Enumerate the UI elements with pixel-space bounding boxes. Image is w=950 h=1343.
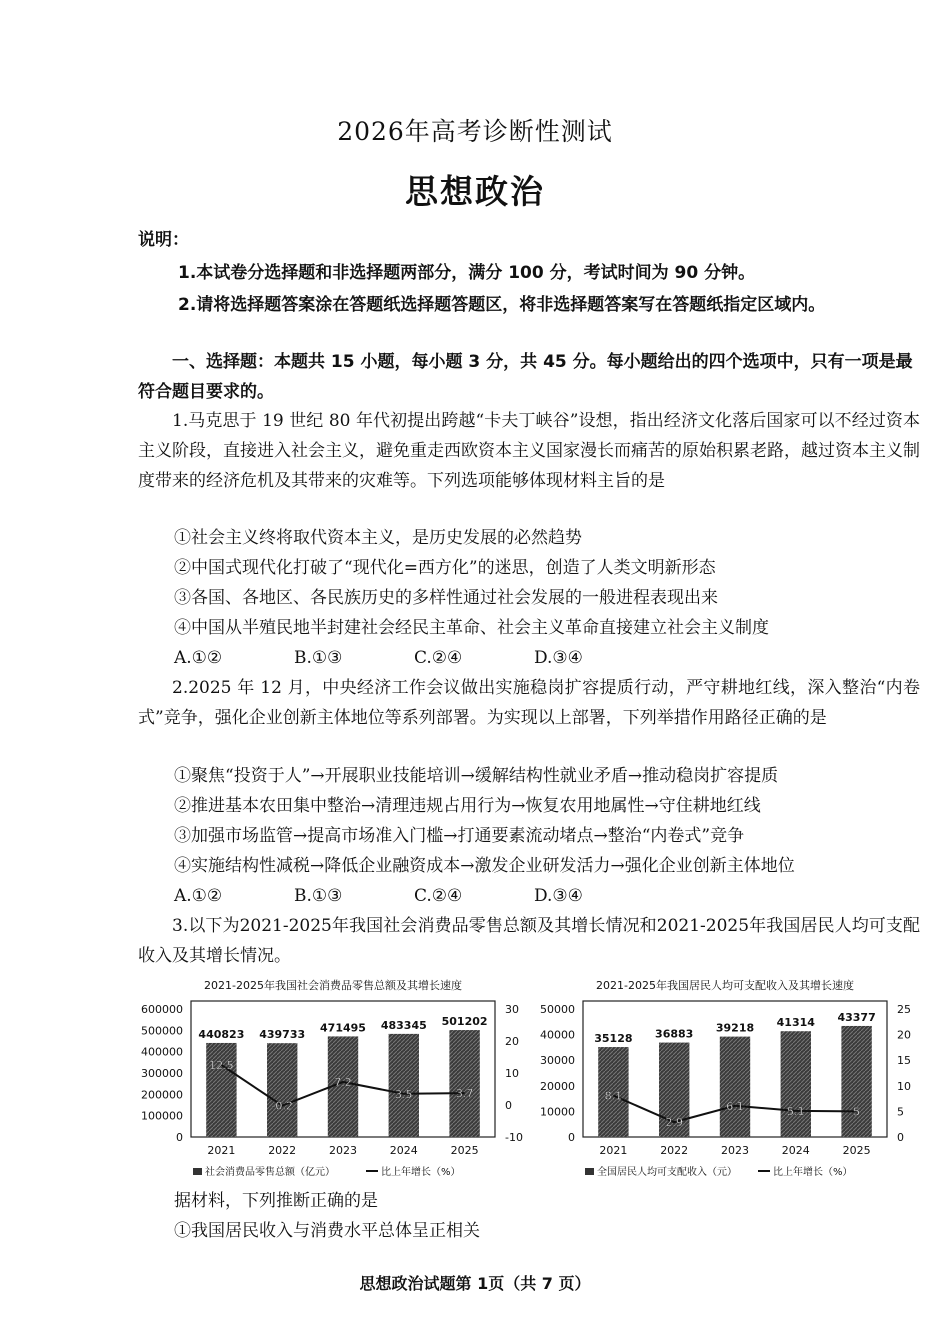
note-item-2: 2.请将选择题答案涂在答题纸选择题答题区，将非选择题答案写在答题纸指定区域内。: [178, 295, 826, 315]
question-2-stem: 2.2025 年 12 月，中央经济工作会议做出实施稳岗扩容提质行动，严守耕地红线，深入整治“内卷式”竞争，强化企业创新主体地位等系列部署。为实现以上部署，下列举措作用路径正确的是: [138, 678, 920, 728]
x-tick-label: 2025: [450, 1144, 479, 1157]
right-axis-tick-label: 20: [897, 1028, 911, 1042]
legend-bar-label: 社会消费品零售总额（亿元）: [205, 1167, 335, 1178]
right-axis-tick-label: 0: [897, 1131, 904, 1144]
bar: [206, 1043, 236, 1137]
question-3-option-1: ①我国居民收入与消费水平总体呈正相关: [174, 1221, 480, 1241]
left-axis-tick-label: 50000: [540, 1003, 575, 1016]
x-tick-label: 2021: [207, 1144, 236, 1157]
bar-value-label: 35128: [594, 1032, 633, 1046]
bar-value-label: 501202: [441, 1015, 488, 1029]
bar-value-label: 36883: [655, 1027, 694, 1041]
question-2-choices: [174, 881, 654, 911]
choice-b: B.①③: [294, 648, 343, 668]
x-tick-label: 2024: [389, 1144, 418, 1157]
left-axis-tick-label: 200000: [141, 1088, 183, 1102]
x-tick-label: 2022: [268, 1144, 297, 1157]
bar-value-label: 39218: [715, 1021, 755, 1035]
bar: [449, 1030, 479, 1137]
line-value-label: 6.1: [726, 1099, 744, 1113]
line-value-label: 5: [853, 1105, 861, 1119]
choice-b: B.①③: [294, 886, 343, 906]
note-item-1: 1.本试卷分选择题和非选择题两部分，满分 100 分，考试时间为 90 分钟。: [178, 263, 756, 283]
choice-c: C.②④: [414, 886, 463, 906]
subject-title: 思想政治: [405, 172, 545, 211]
line-value-label: 8.1: [604, 1089, 623, 1103]
left-axis-tick-label: 600000: [141, 1003, 183, 1016]
bar: [389, 1034, 419, 1137]
bar-value-label: 483345: [380, 1018, 427, 1032]
bar-value-label: 41314: [776, 1016, 815, 1030]
income-chart: [525, 975, 925, 1185]
line-value-label: 7.2: [334, 1075, 352, 1089]
line-value-label: 2.9: [665, 1116, 683, 1130]
line-value-label: -0.2: [271, 1099, 293, 1113]
question-1-option-1: ①社会主义终将取代资本主义，是历史发展的必然趋势: [174, 528, 582, 548]
right-axis-tick-label: 20: [505, 1035, 519, 1048]
left-axis-tick-label: 10000: [540, 1105, 575, 1119]
x-tick-label: 2023: [329, 1144, 357, 1157]
left-axis-tick-label: 20000: [540, 1079, 575, 1093]
left-axis-tick-label: 30000: [540, 1054, 575, 1068]
bar-value-label: 439733: [259, 1028, 306, 1042]
chart-title: 2021-2025年我国居民人均可支配收入及其增长速度: [596, 979, 854, 992]
question-3-stem: 3.以下为2021-2025年我国社会消费品零售总额及其增长情况和2021-2025年我国居民人均可支配收入及其增长情况。: [138, 916, 920, 966]
question-1-stem: 1.马克思于 19 世纪 80 年代初提出跨越“卡夫丁峡谷”设想，指出经济文化落后国家可以不经过资本主义阶段，直接进入社会主义，避免重走西欧资本主义国家漫长而痛苦的原始积累老路，越过资本主义制度带来的经济危机及其带来的灾难等。下列选项能够体现材料主旨的是: [138, 411, 920, 491]
legend-bar-swatch: [585, 1168, 594, 1175]
right-axis-tick-label: 30: [505, 1003, 519, 1016]
legend-line-label: 比上年增长（%）: [773, 1167, 853, 1178]
page-footer: 思想政治试题第 1页（共 7 页）: [359, 1274, 591, 1293]
legend-bar-swatch: [193, 1168, 202, 1175]
bar: [781, 1031, 811, 1137]
question-2-option-3: ③加强市场监管→提高市场准入门槛→打通要素流动堵点→整治“内卷式”竞争: [174, 826, 745, 846]
right-axis-tick-label: -10: [505, 1131, 523, 1144]
bar: [267, 1043, 297, 1137]
retail-sales-chart: [133, 975, 533, 1185]
x-tick-label: 2022: [660, 1144, 689, 1157]
right-axis-tick-label: 5: [897, 1105, 904, 1119]
left-axis-tick-label: 0: [568, 1131, 575, 1144]
question-2-option-2: ②推进基本农田集中整治→清理违规占用行为→恢复农用地属性→守住耕地红线: [174, 796, 761, 816]
right-axis-tick-label: 25: [897, 1003, 911, 1016]
line-value-label: 3.5: [395, 1087, 413, 1101]
left-axis-tick-label: 400000: [141, 1045, 183, 1059]
right-axis-tick-label: 10: [505, 1067, 519, 1080]
x-tick-label: 2024: [781, 1144, 810, 1157]
exam-title: 2026年高考诊断性测试: [337, 117, 613, 146]
bar: [841, 1026, 871, 1137]
right-axis-tick-label: 0: [505, 1099, 512, 1112]
question-1-choices: [174, 643, 654, 673]
choice-c: C.②④: [414, 648, 463, 668]
x-tick-label: 2023: [721, 1144, 749, 1157]
choice-a: A.①②: [174, 648, 223, 668]
question-1-option-2: ②中国式现代化打破了“现代化=西方化”的迷思，创造了人类文明新形态: [174, 558, 716, 578]
bar-value-label: 471495: [320, 1021, 366, 1035]
question-3-prompt: 据材料，下列推断正确的是: [174, 1191, 378, 1211]
line-value-label: 3.7: [455, 1087, 474, 1101]
bar-value-label: 43377: [837, 1010, 876, 1024]
legend-line-label: 比上年增长（%）: [381, 1167, 461, 1178]
notes-label: 说明：: [138, 230, 189, 250]
choice-d: D.③④: [534, 886, 583, 906]
question-2-option-4: ④实施结构性减税→降低企业融资成本→激发企业研发活力→强化企业创新主体地位: [174, 856, 795, 876]
bar-value-label: 440823: [198, 1027, 245, 1041]
left-axis-tick-label: 0: [176, 1131, 183, 1144]
line-value-label: 12.5: [209, 1059, 234, 1072]
right-axis-tick-label: 10: [897, 1079, 911, 1093]
legend-bar-label: 全国居民人均可支配收入（元）: [597, 1167, 737, 1178]
x-tick-label: 2025: [842, 1144, 871, 1157]
left-axis-tick-label: 40000: [540, 1028, 575, 1042]
bar: [720, 1037, 750, 1137]
choice-d: D.③④: [534, 648, 583, 668]
left-axis-tick-label: 500000: [141, 1024, 183, 1038]
x-tick-label: 2021: [599, 1144, 628, 1157]
line-value-label: 5.1: [787, 1104, 805, 1118]
question-1-option-3: ③各国、各地区、各民族历史的多样性通过社会发展的一般进程表现出来: [174, 588, 718, 608]
left-axis-tick-label: 300000: [141, 1067, 183, 1080]
section-heading: 一、选择题：本题共 15 小题，每小题 3 分，共 45 分。每小题给出的四个选项中，只有一项是最符合题目要求的。: [138, 352, 913, 402]
question-2-option-1: ①聚焦“投资于人”→开展职业技能培训→缓解结构性就业矛盾→推动稳岗扩容提质: [174, 766, 779, 786]
choice-a: A.①②: [174, 886, 223, 906]
chart-title: 2021-2025年我国社会消费品零售总额及其增长速度: [204, 979, 462, 992]
question-1-option-4: ④中国从半殖民地半封建社会经民主革命、社会主义革命直接建立社会主义制度: [174, 618, 769, 638]
right-axis-tick-label: 15: [897, 1054, 911, 1068]
left-axis-tick-label: 100000: [141, 1109, 183, 1123]
